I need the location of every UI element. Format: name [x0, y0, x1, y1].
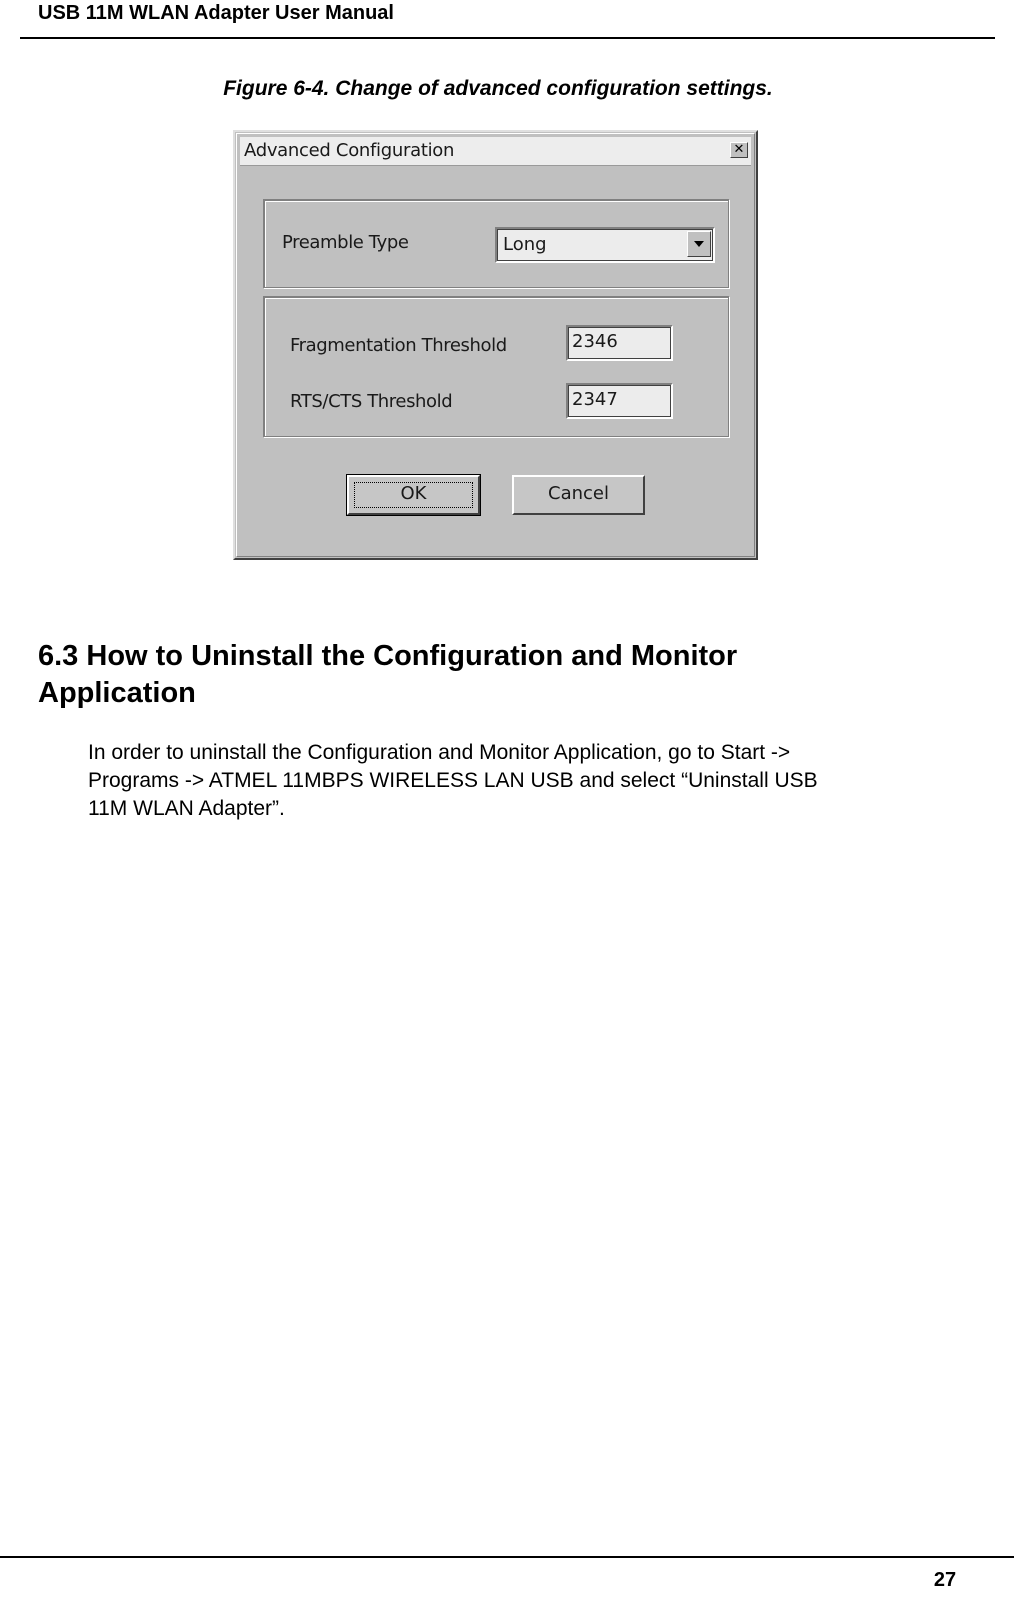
close-icon: ✕ — [733, 142, 745, 157]
rts-cts-threshold-input[interactable] — [566, 383, 673, 419]
section-title — [38, 638, 938, 712]
ok-button[interactable] — [347, 475, 480, 515]
cancel-button-label: Cancel — [548, 483, 609, 504]
paragraph-line-2: Programs -> ATMEL 11MBPS WIRELESS LAN USB and select “Uninstall USB — [88, 769, 818, 792]
paragraph-line-3: 11M WLAN Adapter”. — [88, 797, 285, 820]
header-rule — [20, 37, 995, 39]
close-button[interactable] — [730, 142, 748, 158]
figure-caption: Figure 6-4. Change of advanced configuration settings. — [223, 77, 773, 100]
page-number: 27 — [933, 1569, 957, 1591]
preamble-type-label: Preamble Type — [282, 232, 409, 253]
section-title-line-1: 6.3 How to Uninstall the Configuration and Monitor — [38, 640, 738, 672]
threshold-group — [263, 296, 730, 438]
section-title-line-2: Application — [38, 677, 196, 709]
dialog-title: Advanced Configuration — [244, 140, 455, 161]
fragmentation-threshold-value: 2346 — [572, 331, 618, 352]
advanced-configuration-dialog — [233, 130, 758, 560]
fragmentation-threshold-input[interactable] — [566, 325, 673, 361]
chevron-down-icon[interactable] — [687, 231, 711, 257]
preamble-type-select[interactable] — [495, 227, 715, 263]
cancel-button[interactable] — [512, 475, 645, 515]
ok-button-label: OK — [400, 483, 427, 504]
rts-cts-threshold-label: RTS/CTS Threshold — [290, 391, 453, 412]
footer-rule — [0, 1556, 1014, 1558]
rts-cts-threshold-value: 2347 — [572, 389, 618, 410]
paragraph-line-1: In order to uninstall the Configuration and Monitor Application, go to Start -> — [88, 741, 791, 764]
uninstall-paragraph — [88, 739, 968, 823]
preamble-type-value: Long — [503, 234, 547, 255]
focus-rect — [354, 482, 473, 508]
fragmentation-threshold-label: Fragmentation Threshold — [290, 335, 507, 356]
dialog-titlebar[interactable] — [240, 137, 751, 166]
page-header: USB 11M WLAN Adapter User Manual — [38, 2, 394, 24]
preamble-group — [263, 199, 730, 289]
